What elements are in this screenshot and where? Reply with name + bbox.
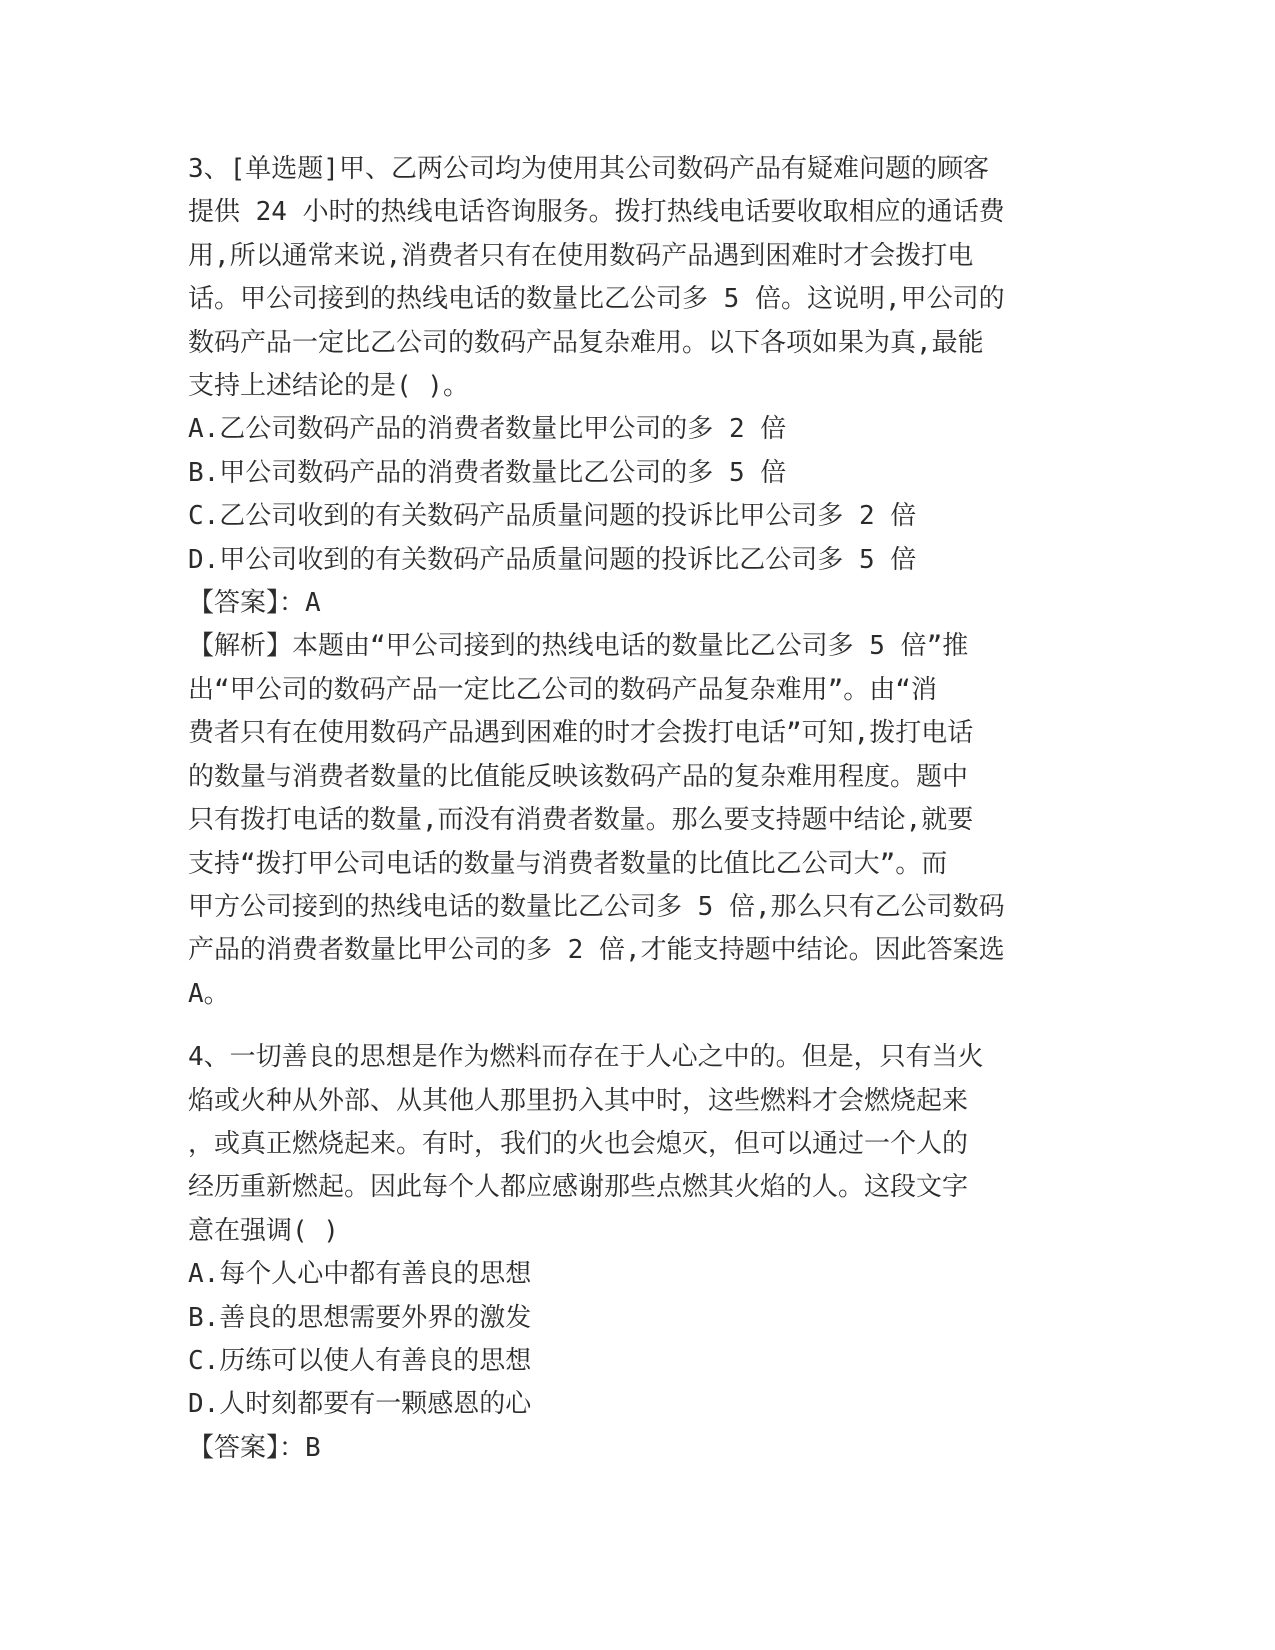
options-list xyxy=(188,1253,1078,1427)
stem-line: 提供 24 小时的热线电话咨询服务。拨打热线电话要收取相应的通话费 xyxy=(188,197,1005,228)
stem-line: ，或真正燃烧起来。有时，我们的火也会熄灭，但可以通过一个人的 xyxy=(188,1128,969,1159)
question-stem xyxy=(188,148,1078,408)
document-content xyxy=(188,148,1078,1470)
question-3 xyxy=(188,148,1078,1016)
answer: 【答案】：A xyxy=(188,588,321,619)
option-a: A.每个人心中都有善良的思想 xyxy=(188,1259,532,1290)
analysis-line: 出“甲公司的数码产品一定比乙公司的数码产品复杂难用”。由“消 xyxy=(188,674,937,705)
stem-line: 用,所以通常来说,消费者只有在使用数码产品遇到困难时才会拨打电 xyxy=(188,240,974,271)
option-d: D.甲公司收到的有关数码产品质量问题的投诉比乙公司多 5 倍 xyxy=(188,544,917,575)
option-d: D.人时刻都要有一颗感恩的心 xyxy=(188,1389,532,1420)
answer: 【答案】：B xyxy=(188,1432,321,1463)
stem-line: 支持上述结论的是( )。 xyxy=(188,371,469,402)
option-a: A.乙公司数码产品的消费者数量比甲公司的多 2 倍 xyxy=(188,414,787,445)
stem-line: 3、[单选题]甲、乙两公司均为使用其公司数码产品有疑难问题的顾客 xyxy=(188,154,989,184)
analysis-line: 费者只有在使用数码产品遇到困难的时才会拨打电话”可知,拨打电话 xyxy=(188,718,974,749)
analysis-line: 支持“拨打甲公司电话的数量与消费者数量的比值比乙公司大”。而 xyxy=(188,848,948,879)
analysis-line: 只有拨打电话的数量,而没有消费者数量。那么要支持题中结论,就要 xyxy=(188,805,974,836)
analysis-line: 产品的消费者数量比甲公司的多 2 倍,才能支持题中结论。因此答案选 xyxy=(188,935,1005,966)
analysis-line: 的数量与消费者数量的比值能反映该数码产品的复杂难用程度。题中 xyxy=(188,761,969,792)
stem-line: 焰或火种从外部、从其他人那里扔入其中时，这些燃料才会燃烧起来 xyxy=(188,1085,969,1116)
question-gap xyxy=(188,1016,1078,1036)
question-stem xyxy=(188,1036,1078,1253)
question-4 xyxy=(188,1036,1078,1470)
option-c: C.乙公司收到的有关数码产品质量问题的投诉比甲公司多 2 倍 xyxy=(188,501,917,532)
stem-line: 话。甲公司接到的热线电话的数量比乙公司多 5 倍。这说明,甲公司的 xyxy=(188,284,1005,315)
option-c: C.历练可以使人有善良的思想 xyxy=(188,1345,532,1376)
analysis-line: 甲方公司接到的热线电话的数量比乙公司多 5 倍,那么只有乙公司数码 xyxy=(188,891,1005,922)
option-b: B.甲公司数码产品的消费者数量比乙公司的多 5 倍 xyxy=(188,457,787,488)
stem-line: 4、一切善良的思想是作为燃料而存在于人心之中的。但是，只有当火 xyxy=(188,1042,984,1073)
analysis-line: A。 xyxy=(188,978,230,1009)
options-list xyxy=(188,408,1078,582)
stem-line: 数码产品一定比乙公司的数码产品复杂难用。以下各项如果为真,最能 xyxy=(188,327,984,358)
stem-line: 意在强调( ) xyxy=(188,1215,339,1246)
analysis-line: 【解析】本题由“甲公司接到的热线电话的数量比乙公司多 5 倍”推 xyxy=(188,631,969,662)
stem-line: 经历重新燃起。因此每个人都应感谢那些点燃其火焰的人。这段文字 xyxy=(188,1172,969,1203)
analysis xyxy=(188,625,1078,1016)
option-b: B.善良的思想需要外界的激发 xyxy=(188,1302,532,1333)
